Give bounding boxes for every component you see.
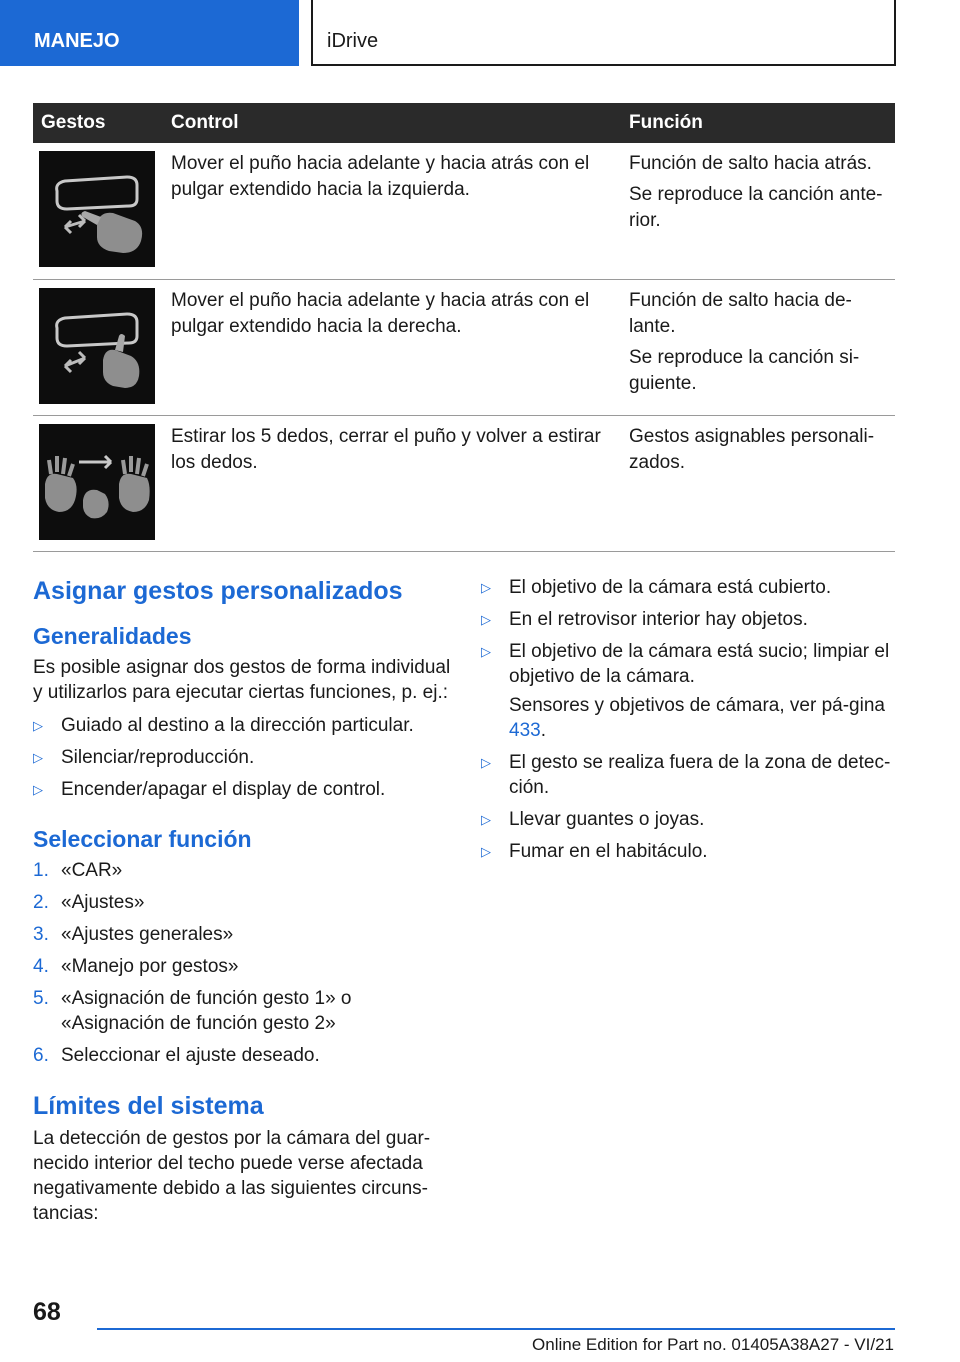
column-header-control: Control <box>163 103 621 143</box>
gesture-spread-fist-icon <box>39 424 155 540</box>
table-row <box>33 279 895 415</box>
gesture-cell <box>33 279 163 415</box>
control-cell: Estirar los 5 dedos, cerrar el puño y volver a estirar los dedos. <box>163 415 621 551</box>
page-header-title: iDrive <box>311 0 896 66</box>
gesture-cell <box>33 415 163 551</box>
list-item: ▷ El gesto se realiza fuera de la zona de detec-ción. <box>481 752 891 798</box>
triangle-bullet-icon: ▷ <box>33 718 43 733</box>
table-row <box>33 143 895 279</box>
triangle-bullet-icon: ▷ <box>481 844 491 859</box>
triangle-bullet-icon: ▷ <box>33 750 43 765</box>
gesture-thumb-right-icon <box>39 288 155 404</box>
triangle-bullet-icon: ▷ <box>33 782 43 797</box>
function-cell: Función de salto hacia de-lante. Se reproduce la canción si-guiente. <box>621 279 895 415</box>
table-header-row <box>33 103 895 143</box>
left-column <box>33 575 451 1234</box>
list-item: ▷ En el retrovisor interior hay objetos. <box>481 609 808 630</box>
step-item: 6. Seleccionar el ajuste deseado. <box>33 1045 320 1066</box>
subsection-title-select: Seleccionar función <box>33 826 252 852</box>
function-cell: Función de salto hacia atrás. Se reproduce la canción ante-rior. <box>621 143 895 279</box>
column-header-function: Función <box>621 103 895 143</box>
select-steps <box>33 858 451 1068</box>
general-intro: Es posible asignar dos gestos de forma individual y utilizarlos para ejecutar ciertas funciones, p. ej.: <box>33 657 451 703</box>
limits-list <box>481 575 891 864</box>
gesture-thumb-left-icon <box>39 151 155 267</box>
column-header-gestures: Gestos <box>33 103 163 143</box>
footer-edition: Online Edition for Part no. 01405A38A27 - VI/21 <box>532 1335 894 1354</box>
cross-reference: Sensores y objetivos de cámara, ver pá-gina 433. <box>509 695 885 741</box>
control-cell: Mover el puño hacia adelante y hacia atrás con el pulgar extendido hacia la izquierda. <box>163 143 621 279</box>
list-item: ▷ Fumar en el habitáculo. <box>481 841 708 862</box>
gestures-table <box>33 103 895 552</box>
footer-divider <box>97 1328 895 1330</box>
limits-intro: La detección de gestos por la cámara del guar-necido interior del techo puede verse afectada negativamente debido a las siguientes circuns-tancias: <box>33 1128 431 1224</box>
subsection-title-general: Generalidades <box>33 623 192 649</box>
function-cell: Gestos asignables personali-zados. <box>621 415 895 551</box>
step-item: 2. «Ajustes» <box>33 892 145 913</box>
page-number: 68 <box>33 1298 61 1326</box>
section-title: Asignar gestos personalizados <box>33 577 403 605</box>
step-item: 1. «CAR» <box>33 860 123 881</box>
control-cell: Mover el puño hacia adelante y hacia atrás con el pulgar extendido hacia la derecha. <box>163 279 621 415</box>
triangle-bullet-icon: ▷ <box>481 644 491 659</box>
general-list <box>33 713 451 802</box>
list-item: ▷ Silenciar/reproducción. <box>33 747 255 768</box>
step-item: 5. «Asignación de función gesto 1» o «Asignación de función gesto 2» <box>33 988 352 1034</box>
list-item: ▷ El objetivo de la cámara está cubierto. <box>481 577 832 598</box>
triangle-bullet-icon: ▷ <box>481 580 491 595</box>
list-item: ▷ Encender/apagar el display de control. <box>33 779 386 800</box>
step-item: 4. «Manejo por gestos» <box>33 956 239 977</box>
page-link[interactable]: 433 <box>509 720 541 741</box>
subsection-title-limits: Límites del sistema <box>33 1092 264 1120</box>
list-item: ▷ El objetivo de la cámara está sucio; limpiar el objetivo de la cámara. Sensores y objetivos de cámara, ver pá-gina 433. <box>481 641 890 741</box>
list-item: ▷ Guiado al destino a la dirección particular. <box>33 715 414 736</box>
list-item: ▷ Llevar guantes o joyas. <box>481 809 705 830</box>
triangle-bullet-icon: ▷ <box>481 612 491 627</box>
triangle-bullet-icon: ▷ <box>481 812 491 827</box>
triangle-bullet-icon: ▷ <box>481 755 491 770</box>
chapter-tab: MANEJO <box>0 0 299 66</box>
table-row <box>33 415 895 551</box>
step-item: 3. «Ajustes generales» <box>33 924 234 945</box>
gesture-cell <box>33 143 163 279</box>
right-column <box>481 575 891 871</box>
